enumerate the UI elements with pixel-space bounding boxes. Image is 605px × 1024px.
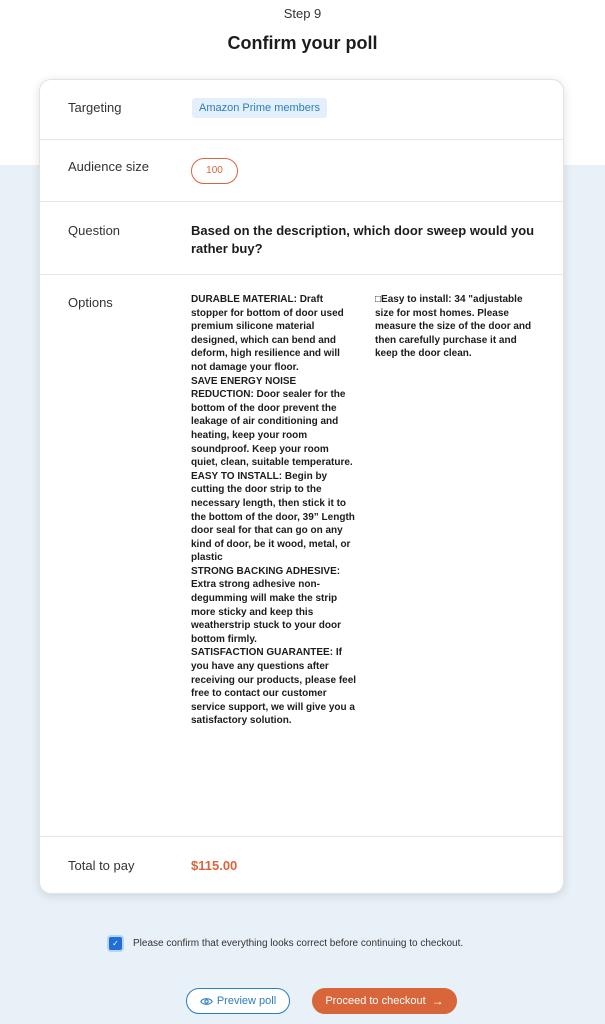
- page-title: Confirm your poll: [227, 33, 378, 53]
- preview-poll-button[interactable]: [186, 988, 290, 1014]
- missing-glyph-icon: □: [375, 294, 382, 305]
- arrow-right-icon: →: [431, 994, 444, 1008]
- targeting-chip: Amazon Prime members: [192, 98, 327, 118]
- audience-label: Audience size: [68, 159, 149, 174]
- confirm-text: Please confirm that everything looks correct before continuing to checkout.: [133, 937, 464, 949]
- check-icon: ✓: [112, 938, 119, 948]
- preview-poll-label: Preview poll: [216, 995, 277, 1007]
- confirm-checkbox-row: [109, 935, 463, 951]
- targeting-label: Targeting: [68, 100, 122, 115]
- total-amount: $115.00: [191, 858, 238, 873]
- question-row: [40, 202, 564, 275]
- options-label: Options: [68, 295, 113, 310]
- audience-row: [40, 140, 564, 202]
- total-row: [40, 837, 564, 894]
- total-label: Total to pay: [68, 858, 135, 873]
- option-1-text: DURABLE MATERIAL: Draft stopper for bottom of door used premium silicone material designed, which can bend and deform, high resilience and will not damage your floor. SAVE ENERGY NOISE REDUCTION: Door sealer for the bottom of the door prevent the leakage of air conditioning and heating, keep your room soundproof. Keep your room quiet, clean, suitable temperature. EASY TO INSTALL: Begin by cutting the door strip to the necessary length, then stick it to the bottom of the door, 39” Length door seal for that can go on any kind of door, be it wood, metal, or plastic STRONG BACKING ADHESIVE: Extra strong adhesive non-degumming will make the strip more sticky and keep this weatherstrip stuck to your door bottom firmly. SATISFACTION GUARANTEE: If you have any questions after receiving our products, please feel free to contact our customer service support, we will give you a satisfactory solution.: [191, 294, 357, 727]
- question-label: Question: [68, 223, 121, 238]
- confirm-checkbox[interactable]: [109, 937, 122, 950]
- step-indicator: Step 9: [283, 6, 322, 21]
- option-2-body: Easy to install: 34 "adjustable size for most homes. Please measure the size of the door and then carefully purchase it and keep the door clean.: [375, 294, 532, 360]
- eye-icon: [200, 997, 213, 1006]
- proceed-to-checkout-button[interactable]: [312, 988, 457, 1014]
- audience-size-badge: 100: [191, 158, 238, 184]
- option-2-text: [375, 293, 535, 361]
- poll-summary-card: [39, 79, 564, 894]
- targeting-row: [40, 80, 564, 140]
- proceed-to-checkout-label: Proceed to checkout: [325, 995, 426, 1007]
- question-text: Based on the description, which door sweep would you rather buy?: [191, 223, 535, 256]
- options-row: [40, 275, 564, 837]
